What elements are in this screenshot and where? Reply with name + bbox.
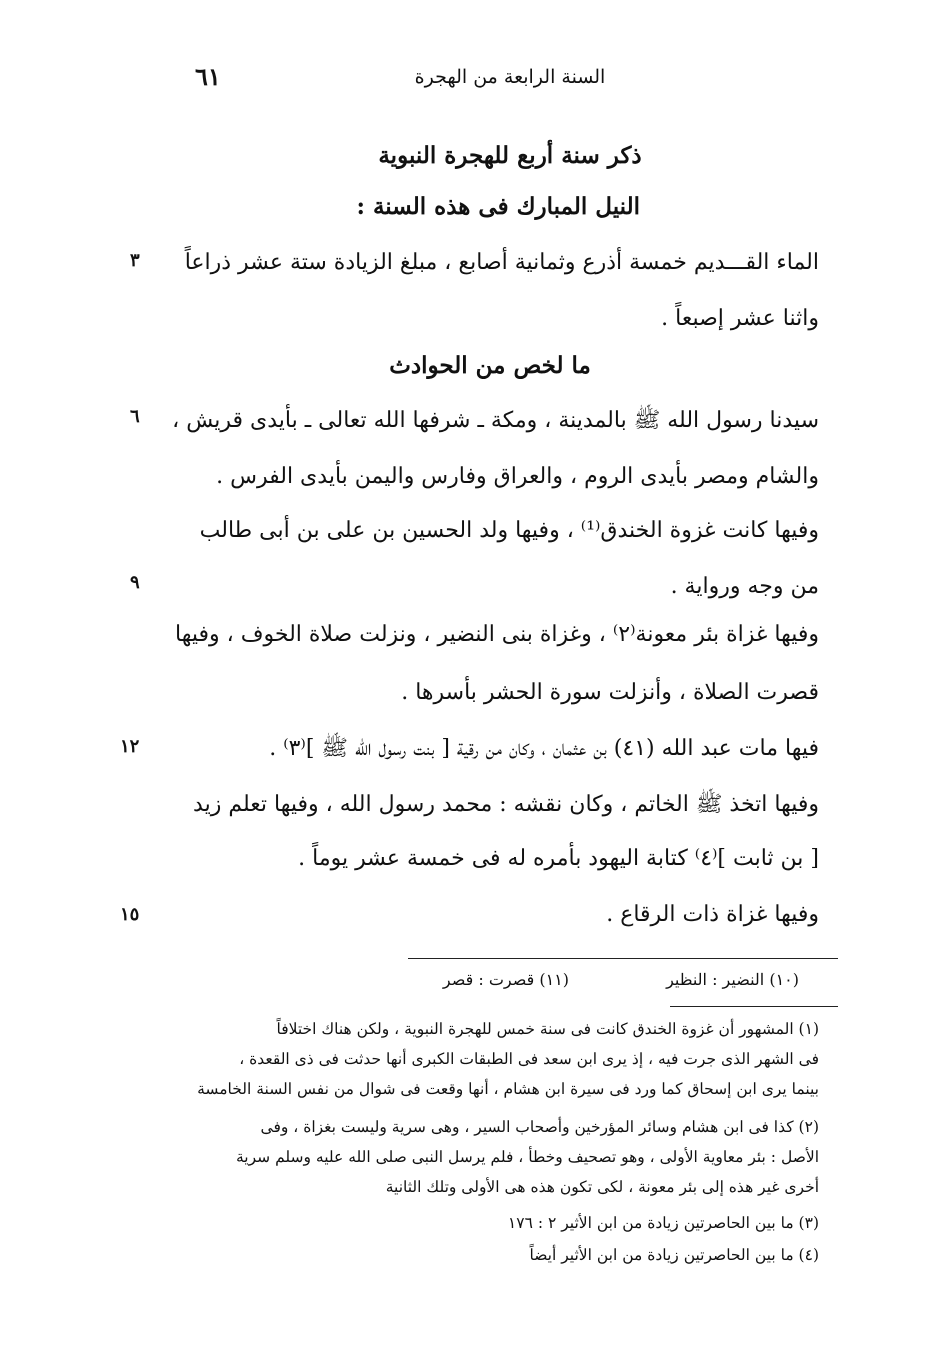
variant-note: (١١) قصرت : قصر: [442, 970, 569, 989]
line-number: ١٥: [120, 904, 140, 925]
variant-note: (١٠) النضير : النظير: [666, 970, 799, 989]
line-number: ٣: [130, 250, 140, 271]
year-heading: ذكر سنة أربع للهجرة النبوية: [378, 142, 642, 169]
events-heading: ما لخص من الحوادث: [389, 352, 591, 379]
body-line: [ بن ثابت ]⁽٤⁾ كتابة اليهود بأمره له فى خمسة عشر يوماً .: [298, 846, 819, 871]
body-line: سيدنا رسول الله ﷺ بالمدينة ، ومكة ـ شرفها الله تعالى ـ بأيدى قريش ،: [172, 408, 819, 433]
running-title: السنة الرابعة من الهجرة: [414, 66, 606, 88]
body-line: وفيها غزاة بئر معونة⁽٢⁾ ، وغزاة بنى النضير ، ونزلت صلاة الخوف ، وفيها: [175, 622, 819, 647]
body-line: فيها مات عبد الله (٤١) بن عثمان ، وكان من رقية [ بنت رسول الله ﷺ ]⁽٣⁾ .: [269, 736, 819, 761]
footnote-line: (٣) ما بين الحاصرتين زيادة من ابن الأثير ٢ : ١٧٦: [507, 1214, 819, 1232]
body-line: وفيها كانت غزوة الخندق⁽¹⁾ ، وفيها ولد الحسين بن على بن أبى طالب: [199, 518, 819, 543]
line-number: ٦: [130, 406, 140, 427]
line-number: ٩: [130, 572, 140, 593]
footnote-line: (٢) كذا فى ابن هشام وسائر المؤرخين وأصحاب السير ، وهى سرية وليست بغزاة ، وفى: [260, 1118, 819, 1136]
nile-heading: النيل المبارك فى هذه السنة :: [356, 193, 640, 220]
footnote-line: الأصل : بئر معاوية الأولى ، وهو تصحيف وخطأ ، فلم يرسل النبى صلى الله عليه وسلم سرية: [236, 1148, 819, 1166]
footnote-line: بينما يرى ابن إسحاق كما ورد فى سيرة ابن هشام ، أنها وقعت فى شوال من نفس السنة الخامسة: [197, 1080, 819, 1098]
body-line: وفيها اتخذ ﷺ الخاتم ، وكان نقشه : محمد رسول الله ، وفيها تعلم زيد: [193, 792, 819, 817]
footnote-line: (٤) ما بين الحاصرتين زيادة من ابن الأثير أيضاً: [529, 1246, 819, 1264]
line-number: ١٢: [120, 736, 140, 757]
body-line: قصرت الصلاة ، وأنزلت سورة الحشر بأسرها .: [401, 680, 819, 705]
footnote-line: أخرى غير هذه إلى بئر معونة ، لكى تكون هذه هى الأولى وتلك الثانية: [385, 1178, 819, 1196]
footnote-rule: [670, 1006, 838, 1007]
footnote-line: فى الشهر الذى جرت فيه ، إذ يرى ابن سعد فى الطبقات الكبرى أنها حدثت فى ذى القعدة ،: [239, 1050, 819, 1068]
nile-line: واثنا عشر إصبعاً .: [661, 306, 819, 331]
body-line: من وجه ورواية .: [670, 574, 819, 599]
body-line: وفيها غزاة ذات الرقاع .: [606, 902, 819, 927]
separator-rule: [408, 958, 838, 959]
page-number: ٦١: [195, 62, 221, 91]
nile-line: الماء القـــديم خمسة أذرع وثمانية أصابع ، مبلغ الزيادة ستة عشر ذراعاً: [184, 250, 819, 275]
footnote-line: (١) المشهور أن غزوة الخندق كانت فى سنة خمس للهجرة النبوية ، ولكن هناك اختلافاً: [276, 1020, 819, 1038]
body-line: والشام ومصر بأيدى الروم ، والعراق وفارس واليمن بأيدى الفرس .: [216, 464, 819, 489]
